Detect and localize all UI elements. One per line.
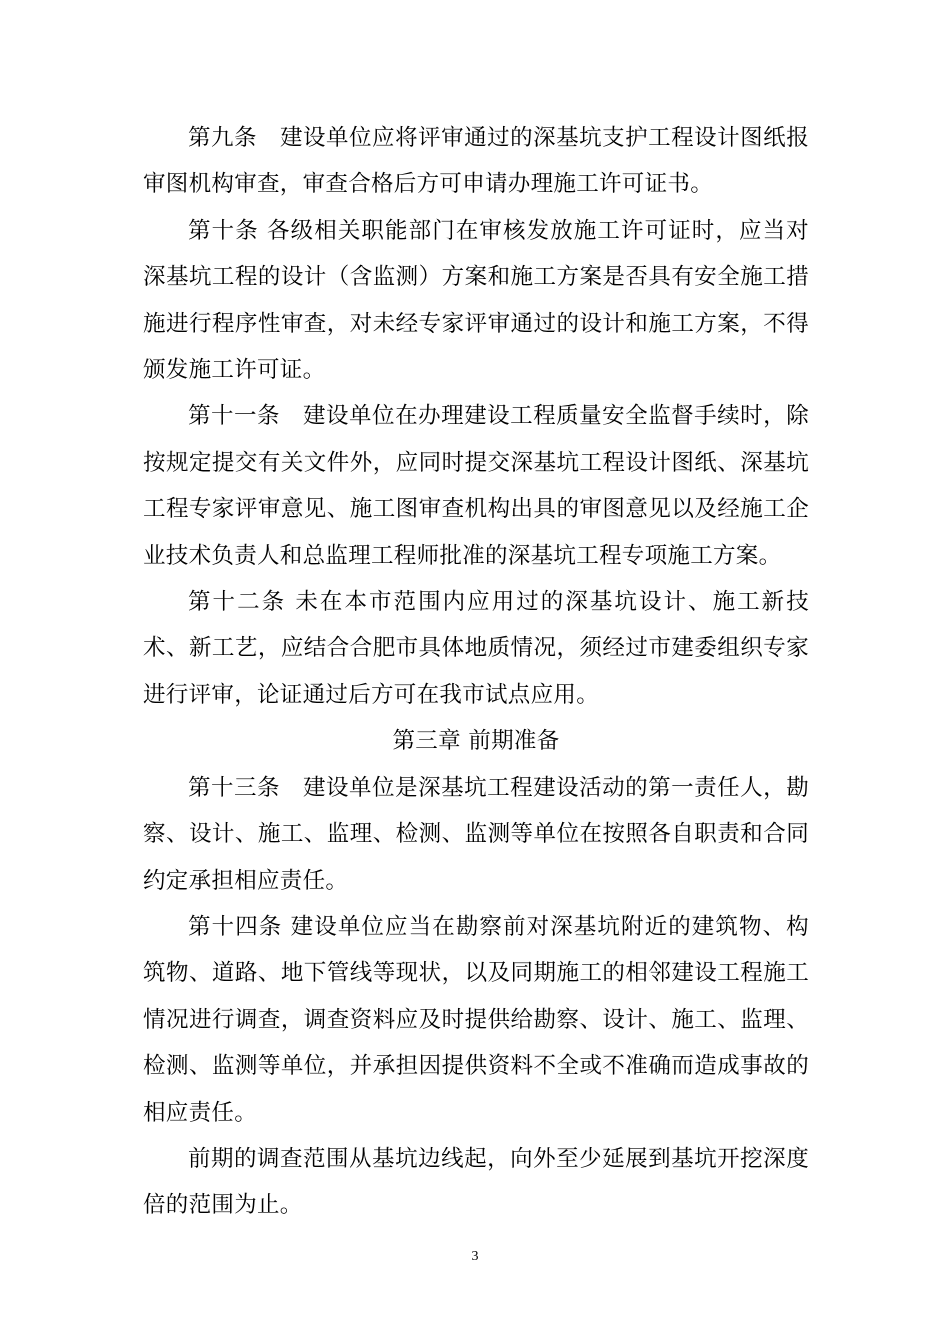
- article-11-paragraph: 第十一条 建设单位在办理建设工程质量安全监督手续时，除按规定提交有关文件外，应同时提交深基坑工程设计图纸、深基坑工程专家评审意见、施工图审查机构出具的审图意见以及经施工企业技术负责人和总监理工程师批准的深基坑工程专项施工方案。: [143, 403, 809, 569]
- article-13-paragraph: 第十三条 建设单位是深基坑工程建设活动的第一责任人，勘察、设计、施工、监理、检测、监测等单位在按照各自职责和合同约定承担相应责任。: [143, 774, 809, 894]
- article-9-paragraph: 第九条 建设单位应将评审通过的深基坑支护工程设计图纸报审图机构审查，审查合格后方可申请办理施工许可证书。: [143, 125, 809, 198]
- article-10-paragraph: 第十条 各级相关职能部门在审核发放施工许可证时，应当对深基坑工程的设计（含监测）方案和施工方案是否具有安全施工措施进行程序性审查，对未经专家评审通过的设计和施工方案，不得颁发施工许可证。: [143, 217, 809, 384]
- chapter-heading: 第三章 前期准备: [392, 728, 560, 755]
- document-body: [143, 115, 809, 1229]
- article-12-paragraph: 第十二条 未在本市范围内应用过的深基坑设计、施工新技术、新工艺，应结合合肥市具体地质情况，须经过市建委组织专家进行评审，论证通过后方可在我市试点应用。: [143, 589, 809, 708]
- page-number: 3: [471, 1249, 479, 1264]
- article-14-paragraph: 第十四条 建设单位应当在勘察前对深基坑附近的建筑物、构筑物、道路、地下管线等现状，以及同期施工的相邻建设工程施工情况进行调查，调查资料应及时提供给勘察、设计、施工、监理、检测、监测等单位，并承担因提供资料不全或不准确而造成事故的相应责任。: [143, 913, 809, 1126]
- survey-scope-paragraph: 前期的调查范围从基坑边线起，向外至少延展到基坑开挖深度倍的范围为止。: [143, 1145, 809, 1219]
